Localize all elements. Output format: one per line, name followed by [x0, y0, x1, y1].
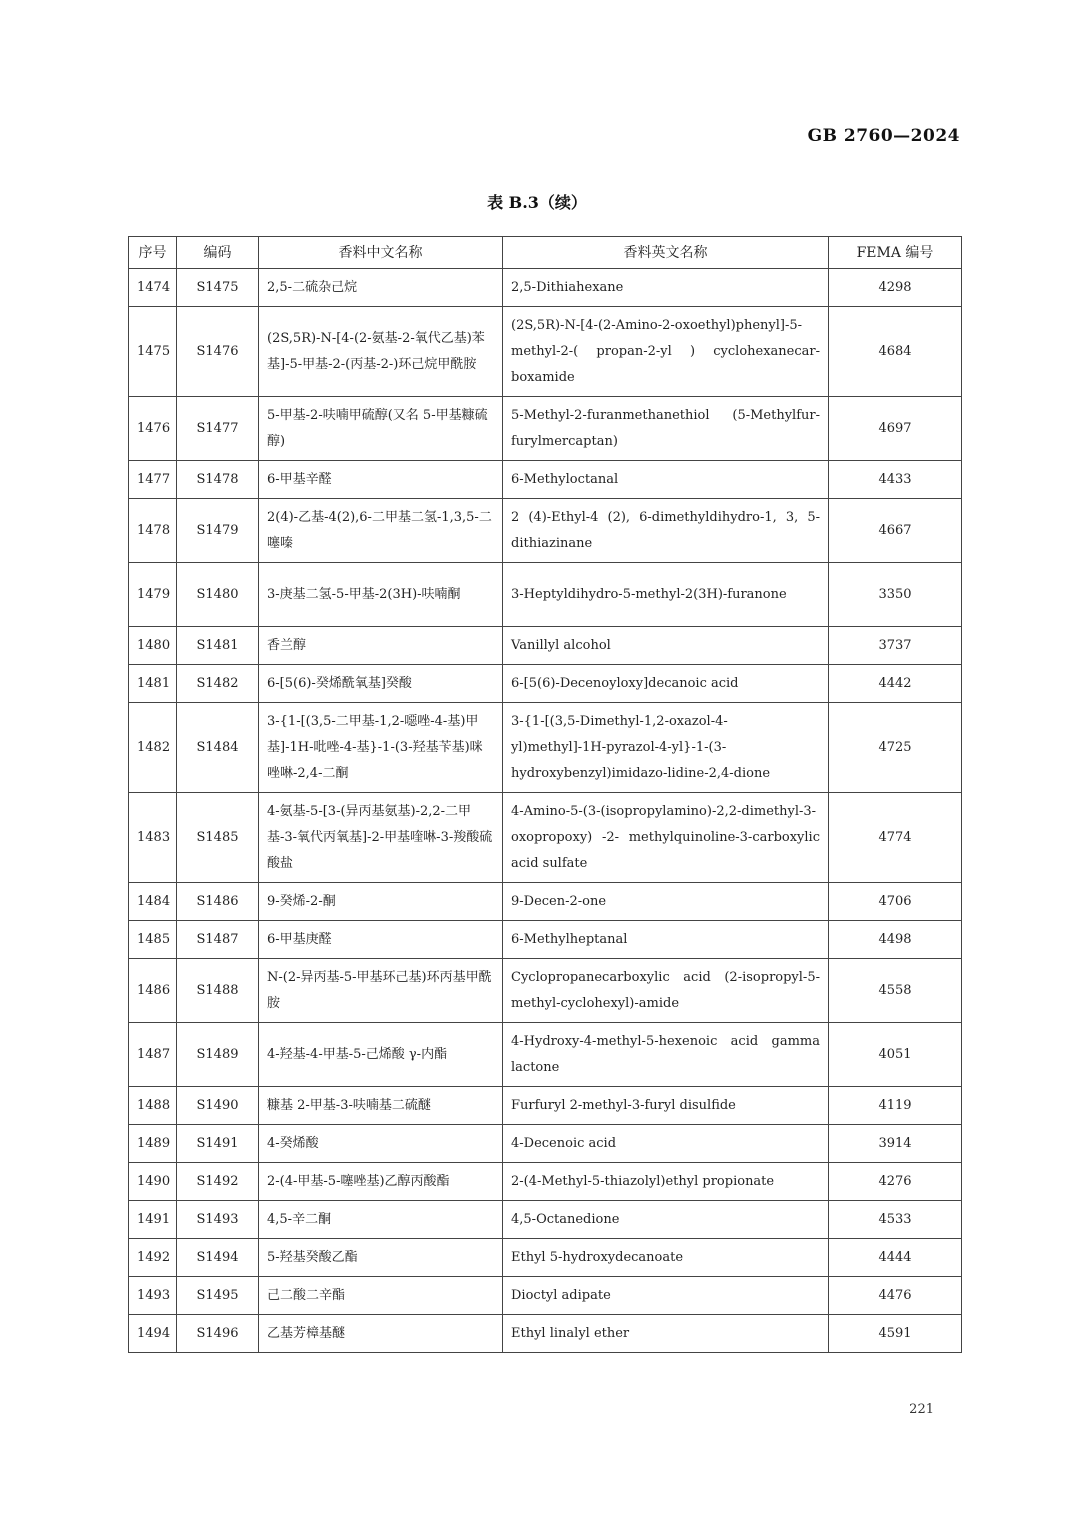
- seq-cell: 1486: [129, 959, 177, 1023]
- table-row: [129, 959, 962, 1023]
- fema-cell: 3914: [829, 1125, 962, 1163]
- code-cell: S1488: [177, 959, 259, 1023]
- seq-cell: 1483: [129, 793, 177, 883]
- table-row: [129, 1023, 962, 1087]
- table-row: [129, 883, 962, 921]
- chinese-name-cell: 糠基 2-甲基-3-呋喃基二硫醚: [259, 1087, 503, 1125]
- code-cell: S1479: [177, 499, 259, 563]
- english-name-cell: Ethyl 5-hydroxydecanoate: [503, 1239, 829, 1277]
- table-row: [129, 1239, 962, 1277]
- seq-cell: 1485: [129, 921, 177, 959]
- table-title: 表 B.3（续）: [487, 193, 587, 212]
- chinese-name-cell: 4-羟基-4-甲基-5-己烯酸 γ-内酯: [259, 1023, 503, 1087]
- code-cell: S1481: [177, 627, 259, 665]
- fema-cell: 4591: [829, 1315, 962, 1353]
- fema-cell: 4276: [829, 1163, 962, 1201]
- fema-cell: 4119: [829, 1087, 962, 1125]
- table-row: [129, 1125, 962, 1163]
- seq-cell: 1480: [129, 627, 177, 665]
- fema-cell: 3350: [829, 563, 962, 627]
- fema-cell: 4774: [829, 793, 962, 883]
- english-name-cell: 4,5-Octanedione: [503, 1201, 829, 1239]
- chinese-name-cell: (2S,5R)-N-[4-(2-氨基-2-氧代乙基)苯基]-5-甲基-2-(丙基-2-)环己烷甲酰胺: [259, 307, 503, 397]
- english-name-cell: 3-{1-[(3,5-Dimethyl-1,2-oxazol-4-yl)methyl]-1H-pyrazol-4-yl}-1-(3-hydroxybenzyl)imidazo-lidine-2,4-dione: [503, 703, 829, 793]
- english-name-cell: 5-Methyl-2-furanmethanethiol (5-Methylfur-furylmercaptan): [503, 397, 829, 461]
- table-row: [129, 793, 962, 883]
- table-row: [129, 499, 962, 563]
- standard-code: GB 2760—2024: [807, 126, 960, 146]
- english-name-cell: Vanillyl alcohol: [503, 627, 829, 665]
- english-name-cell: 4-Hydroxy-4-methyl-5-hexenoic acid gamma lactone: [503, 1023, 829, 1087]
- chinese-name-cell: 6-[5(6)-癸烯酰氧基]癸酸: [259, 665, 503, 703]
- fema-cell: 4442: [829, 665, 962, 703]
- fema-cell: 4533: [829, 1201, 962, 1239]
- fema-cell: 4498: [829, 921, 962, 959]
- chinese-name-cell: 己二酸二辛酯: [259, 1277, 503, 1315]
- table-header-row: [129, 237, 962, 269]
- english-name-cell: 3-Heptyldihydro-5-methyl-2(3H)-furanone: [503, 563, 829, 627]
- column-header-chinese-name: 香料中文名称: [259, 237, 503, 269]
- seq-cell: 1479: [129, 563, 177, 627]
- table-row: [129, 1087, 962, 1125]
- chinese-name-cell: 5-甲基-2-呋喃甲硫醇(又名 5-甲基糠硫醇): [259, 397, 503, 461]
- seq-cell: 1475: [129, 307, 177, 397]
- code-cell: S1486: [177, 883, 259, 921]
- code-cell: S1476: [177, 307, 259, 397]
- code-cell: S1494: [177, 1239, 259, 1277]
- code-cell: S1492: [177, 1163, 259, 1201]
- code-cell: S1480: [177, 563, 259, 627]
- chinese-name-cell: 4-癸烯酸: [259, 1125, 503, 1163]
- seq-cell: 1491: [129, 1201, 177, 1239]
- chinese-name-cell: 4-氨基-5-[3-(异丙基氨基)-2,2-二甲基-3-氧代丙氧基]-2-甲基喹啉-3-羧酸硫酸盐: [259, 793, 503, 883]
- table-row: [129, 1163, 962, 1201]
- code-cell: S1484: [177, 703, 259, 793]
- english-name-cell: Cyclopropanecarboxylic acid (2-isopropyl-5-methyl-cyclohexyl)-amide: [503, 959, 829, 1023]
- seq-cell: 1484: [129, 883, 177, 921]
- chinese-name-cell: 3-庚基二氢-5-甲基-2(3H)-呋喃酮: [259, 563, 503, 627]
- column-header-fema: FEMA 编号: [829, 237, 962, 269]
- chinese-name-cell: 5-羟基癸酸乙酯: [259, 1239, 503, 1277]
- chinese-name-cell: 6-甲基辛醛: [259, 461, 503, 499]
- fema-cell: 4725: [829, 703, 962, 793]
- table-row: [129, 703, 962, 793]
- english-name-cell: 2-(4-Methyl-5-thiazolyl)ethyl propionate: [503, 1163, 829, 1201]
- fema-cell: 4298: [829, 269, 962, 307]
- table-row: [129, 1277, 962, 1315]
- chinese-name-cell: N-(2-异丙基-5-甲基环己基)环丙基甲酰胺: [259, 959, 503, 1023]
- seq-cell: 1493: [129, 1277, 177, 1315]
- seq-cell: 1481: [129, 665, 177, 703]
- table-row: [129, 627, 962, 665]
- english-name-cell: Furfuryl 2-methyl-3-furyl disulfide: [503, 1087, 829, 1125]
- fema-cell: 4684: [829, 307, 962, 397]
- english-name-cell: 9-Decen-2-one: [503, 883, 829, 921]
- english-name-cell: 6-Methyloctanal: [503, 461, 829, 499]
- english-name-cell: 2,5-Dithiahexane: [503, 269, 829, 307]
- fema-cell: 4667: [829, 499, 962, 563]
- seq-cell: 1477: [129, 461, 177, 499]
- flavor-table: [128, 236, 962, 1353]
- code-cell: S1489: [177, 1023, 259, 1087]
- chinese-name-cell: 乙基芳樟基醚: [259, 1315, 503, 1353]
- table-row: [129, 1315, 962, 1353]
- chinese-name-cell: 2,5-二硫杂己烷: [259, 269, 503, 307]
- seq-cell: 1488: [129, 1087, 177, 1125]
- seq-cell: 1482: [129, 703, 177, 793]
- seq-cell: 1487: [129, 1023, 177, 1087]
- table-row: [129, 269, 962, 307]
- table-row: [129, 921, 962, 959]
- fema-cell: 4558: [829, 959, 962, 1023]
- code-cell: S1477: [177, 397, 259, 461]
- seq-cell: 1478: [129, 499, 177, 563]
- english-name-cell: 4-Decenoic acid: [503, 1125, 829, 1163]
- code-cell: S1485: [177, 793, 259, 883]
- table-row: [129, 397, 962, 461]
- chinese-name-cell: 6-甲基庚醛: [259, 921, 503, 959]
- table-row: [129, 665, 962, 703]
- table-row: [129, 1201, 962, 1239]
- seq-cell: 1474: [129, 269, 177, 307]
- fema-cell: 4476: [829, 1277, 962, 1315]
- code-cell: S1491: [177, 1125, 259, 1163]
- chinese-name-cell: 3-{1-[(3,5-二甲基-1,2-噁唑-4-基)甲基]-1H-吡唑-4-基}-1-(3-羟基苄基)咪唑啉-2,4-二酮: [259, 703, 503, 793]
- code-cell: S1493: [177, 1201, 259, 1239]
- chinese-name-cell: 2-(4-甲基-5-噻唑基)乙醇丙酸酯: [259, 1163, 503, 1201]
- fema-cell: 4433: [829, 461, 962, 499]
- fema-cell: 4444: [829, 1239, 962, 1277]
- fema-cell: 3737: [829, 627, 962, 665]
- chinese-name-cell: 2(4)-乙基-4(2),6-二甲基二氢-1,3,5-二噻嗪: [259, 499, 503, 563]
- code-cell: S1475: [177, 269, 259, 307]
- table-row: [129, 307, 962, 397]
- english-name-cell: Dioctyl adipate: [503, 1277, 829, 1315]
- seq-cell: 1489: [129, 1125, 177, 1163]
- chinese-name-cell: 4,5-辛二酮: [259, 1201, 503, 1239]
- english-name-cell: Ethyl linalyl ether: [503, 1315, 829, 1353]
- seq-cell: 1476: [129, 397, 177, 461]
- column-header-english-name: 香料英文名称: [503, 237, 829, 269]
- code-cell: S1482: [177, 665, 259, 703]
- fema-cell: 4697: [829, 397, 962, 461]
- english-name-cell: 6-Methylheptanal: [503, 921, 829, 959]
- column-header-seq: 序号: [129, 237, 177, 269]
- fema-cell: 4706: [829, 883, 962, 921]
- fema-cell: 4051: [829, 1023, 962, 1087]
- english-name-cell: 2 (4)-Ethyl-4 (2), 6-dimethyldihydro-1, 3, 5-dithiazinane: [503, 499, 829, 563]
- seq-cell: 1490: [129, 1163, 177, 1201]
- code-cell: S1495: [177, 1277, 259, 1315]
- english-name-cell: 6-[5(6)-Decenoyloxy]decanoic acid: [503, 665, 829, 703]
- seq-cell: 1492: [129, 1239, 177, 1277]
- code-cell: S1478: [177, 461, 259, 499]
- table-row: [129, 563, 962, 627]
- table-row: [129, 461, 962, 499]
- page-number: 221: [909, 1402, 934, 1417]
- chinese-name-cell: 香兰醇: [259, 627, 503, 665]
- chinese-name-cell: 9-癸烯-2-酮: [259, 883, 503, 921]
- code-cell: S1490: [177, 1087, 259, 1125]
- column-header-code: 编码: [177, 237, 259, 269]
- english-name-cell: (2S,5R)-N-[4-(2-Amino-2-oxoethyl)phenyl]-5-methyl-2-( propan-2-yl ) cyclohexanecar-boxamide: [503, 307, 829, 397]
- code-cell: S1496: [177, 1315, 259, 1353]
- code-cell: S1487: [177, 921, 259, 959]
- seq-cell: 1494: [129, 1315, 177, 1353]
- english-name-cell: 4-Amino-5-(3-(isopropylamino)-2,2-dimethyl-3-oxopropoxy) -2- methylquinoline-3-carboxylic acid sulfate: [503, 793, 829, 883]
